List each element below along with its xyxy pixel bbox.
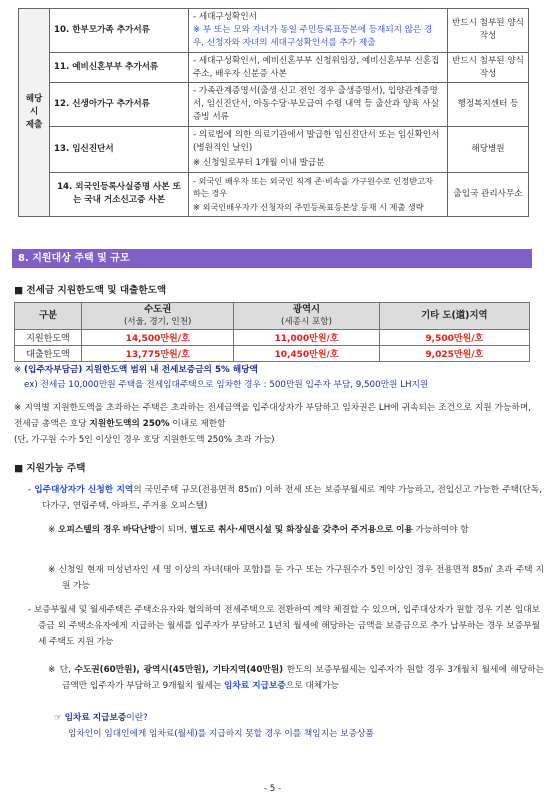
note-tenant-share: ※ (입주자부담금) 지원한도액 범위 내 전세보증금의 5% 해당액 [14, 365, 258, 375]
document-description [189, 52, 448, 83]
heading-limit-amount: ■ 전세금 지원한도액 및 대출한도액 [14, 285, 167, 296]
col-other: 기타 도(道)지역 [379, 303, 529, 330]
document-description [189, 127, 448, 173]
note-regional-limit: ※ 지역별 지원한도액을 초과하는 주택은 초과하는 전세금액을 입주대상자가 부담하고 임차권은 LH에 귀속되는 조건으로 지원 가능하며, 전세금 총액은 호당 지원한도액의 250% 이내로 제한함 (단, 가구원 수가 5인 이상인 경우 호당 지원한도액 250% 초과 가능) [14, 403, 531, 445]
description-line: ※ 외국인배우자가 신청자의 주민등록표등본상 등재 시 제출 생략 [193, 202, 424, 213]
bullet-monthly-rent: - 보증부월세 및 월세주택은 주택소유자와 협의하여 전세주택으로 전환하여 계약 체결할 수 있으며, 입주대상자가 원할 경우 기본 임대보증금 외 주택소유자에게 지급하는 월세를 입주자가 부담하고 1년치 월세에 해당하는 금액을 보증금으로 추가 납부하는 경우 보증부월세 주택도 지원 가능 [28, 605, 540, 647]
issuing-office: 반드시 첨부된 양식 작성 [448, 9, 529, 53]
heading-eligible-housing: ■ 지원가능 주택 [14, 463, 86, 474]
issuing-office: 반드시 첨부된 양식 작성 [448, 52, 529, 83]
document-name: 14. 외국인등록사실증명 사본 또는 국내 거소신고증 사본 [50, 172, 189, 216]
description-line: - 의료법에 의한 의료기관에서 발급한 임신진단서 또는 임신확인서(병원직인 날인) [193, 130, 440, 154]
bullet-eligible-region: - 입주대상자가 신청한 지역의 국민주택 규모(전용면적 85㎡) 이하 전세 또는 보증부월세로 계약 가능하고, 전입신고 가능한 주택(단독, 다가구, 연립주택, 아파트, 주거용 오피스텔) [28, 485, 542, 511]
issuing-office: 출입국 관리사무소 [448, 172, 529, 216]
description-line: - 외국인 배우자 또는 외국인 직계 존·비속을 가구원수로 인정받고자 하는 경우 [193, 175, 433, 199]
section-title: 8. 지원대상 주택 및 규모 [18, 253, 130, 264]
note-example: ex) 전세금 10,000만원 주택을 전세임대주택으로 임차한 경우 : 500만원 입주자 부담, 9,500만원 LH지원 [24, 380, 429, 390]
table-row: 지원한도액 14,500만원/호 11,000만원/호 9,500만원/호 [15, 330, 530, 346]
col-capital: 수도권 (서울, 경기, 인천) [82, 303, 234, 330]
issuing-office: 행정복지센터 등 [448, 83, 529, 127]
document-name: 12. 신생아가구 추가서류 [50, 83, 189, 127]
amount-table-header [15, 303, 530, 330]
page-number: - 5 - [263, 784, 282, 794]
issuing-office: 해당병원 [448, 127, 529, 173]
table-row [19, 127, 529, 173]
table-row [19, 83, 529, 127]
required-documents-table [18, 8, 529, 217]
category-label: 해당 시 제출 [19, 9, 50, 217]
table-row [19, 52, 529, 83]
col-label: 구분 [15, 303, 82, 330]
document-name: 11. 예비신혼부부 추가서류 [50, 52, 189, 83]
table-row [19, 9, 529, 53]
sub-note-rent-guarantee: ※ 단, 수도권(60만원), 광역시(45만원), 기타지역(40만원) 한도의 보증부월세는 입주자가 원할 경우 3개월치 월세에 해당하는 금액만 입주자가 부담하고 9개월치 월세는 임차료 지급보증으로 대체가능 [48, 665, 544, 691]
document-description [189, 83, 448, 127]
document-name: 10. 한부모가족 추가서류 [50, 9, 189, 53]
description-line: - 세대구성확인서 [193, 12, 257, 22]
table-row [19, 172, 529, 216]
section-title-bar [12, 249, 532, 268]
description-line: - 가족관계증명서(출생 신고 전인 경우 출생증명서), 입양관계증명서, 임신진단서, 아동수당·부모급여 수령 내역 등 출산과 양육 사실 증빙 서류 [193, 86, 439, 123]
sub-note-large-family: ※ 신청일 현재 미성년자인 세 명 이상의 자녀(태아 포함)를 둔 가구 또는 가구원수가 5인 이상인 경우 전용면적 85㎡ 초과 주택 지원 가능 [48, 565, 544, 591]
document-name: 13. 임신진단서 [50, 127, 189, 173]
description-line: ※ 부 또는 모와 자녀가 동일 주민등록표등본에 등재되지 않은 경우, 신청자와 자녀의 세대구성확인서를 추가 제출 [193, 24, 433, 48]
description-line: - 세대구성확인서, 예비신혼부부 신청위임장, 예비신혼부부 신혼집주소, 배우자 신분증 사본 [193, 55, 440, 79]
pointing-hand-icon: ☞ [54, 713, 62, 723]
col-metro: 광역시 (세종시 포함) [234, 303, 379, 330]
description-line: ※ 신청일로부터 1개월 이내 발급분 [193, 157, 325, 168]
document-description [189, 172, 448, 216]
document-description [189, 9, 448, 53]
sub-note-officetel: ※ 오피스텔의 경우 바닥난방이 되며, 별도로 취사·세면시설 및 화장실을 갖추어 주거용으로 이용 가능하여야 함 [48, 525, 469, 535]
table-row: 대출한도액 13,775만원/호 10,450만원/호 9,025만원/호 [15, 346, 530, 362]
rent-guarantee-definition-title: ☞ 임차료 지급보증이란? [54, 713, 148, 723]
rent-guarantee-definition: 임차인이 임대인에게 임차료(월세)를 지급하지 못할 경우 이를 책임지는 보증상품 [68, 729, 374, 739]
limit-amount-table [14, 302, 530, 362]
